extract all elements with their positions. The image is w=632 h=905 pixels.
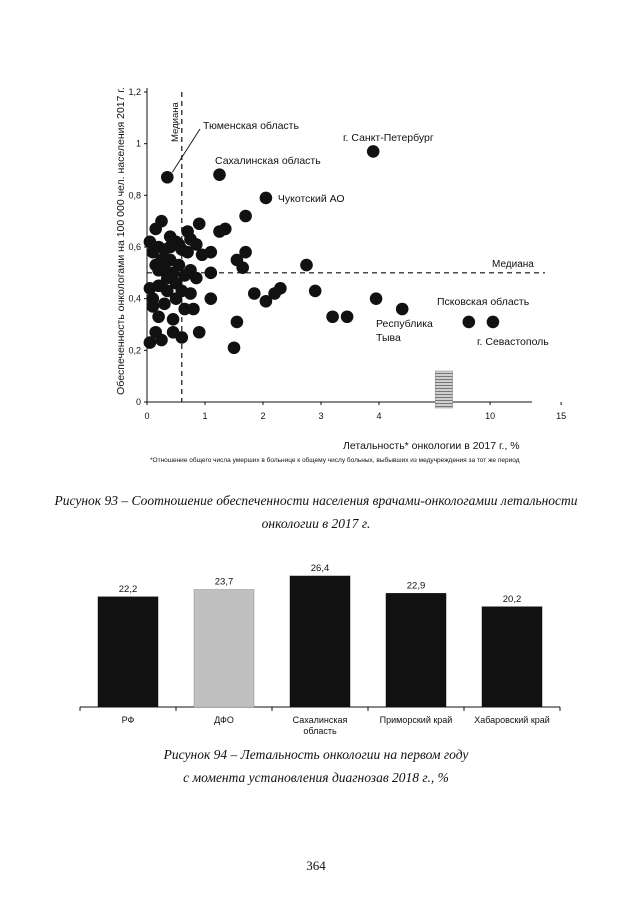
bar-category-label: Сахалинская: [292, 715, 348, 725]
y-tick-label: 0: [135, 397, 141, 407]
y-tick-label: 1,2: [128, 87, 141, 97]
y-tick-label: 0,8: [128, 190, 141, 201]
x-tick-label: 0: [144, 411, 150, 421]
x-tick-label: 2: [260, 411, 266, 421]
bar-value-label: 23,7: [214, 576, 234, 588]
annotation-sevastopol: г. Севастополь: [477, 336, 549, 348]
x-tick-label: 3: [318, 411, 324, 421]
bar-category-label: Приморский край: [379, 715, 453, 725]
median-horizontal-label: Медиана: [492, 258, 534, 270]
bar-category-label: ДФО: [214, 715, 234, 725]
annotation-sakhalin: Сахалинская область: [215, 155, 321, 167]
y-tick-label: 1: [135, 138, 141, 149]
y-tick-label: 0,2: [128, 345, 141, 356]
figure-94-caption-line1: Рисунок 94 – Летальность онкологии на первом году: [163, 747, 469, 762]
bar-value-label: 22,2: [118, 583, 138, 595]
figure-93-caption-line1: Рисунок 93 – Соотношение обеспеченности населения врачами-онкологамии летальности: [54, 493, 578, 508]
median-vertical-label: Медиана: [169, 102, 181, 142]
scatter-y-axis-label: Обеспеченность онкологами на 100 000 чел. населения 2017 г.: [115, 87, 127, 395]
page-number: 364: [306, 858, 326, 873]
bar-value-label: 26,4: [310, 563, 330, 574]
bar-category-label: Хабаровский край: [474, 715, 550, 725]
x-tick-label: 15: [556, 411, 567, 421]
bar-value-label: 20,2: [502, 593, 522, 605]
y-tick-label: 0,6: [128, 242, 141, 252]
annotation-chukotka: Чукотский АО: [277, 192, 345, 205]
x-tick-label: 10: [485, 411, 496, 421]
figure-93-caption-line2: онкологии в 2017 г.: [261, 516, 371, 531]
x-tick-label: 1: [202, 411, 208, 421]
scatter-footnote: *Отношение общего числа умерших в больнице к общему числу больных, выбывших из медучреждения за тот же период: [150, 457, 520, 464]
bar: [98, 597, 158, 707]
bar: [194, 589, 254, 707]
bar-category-label-line2: область: [303, 726, 337, 736]
annotation-tyumen: Тюменская область: [203, 120, 299, 132]
scatter-x-axis-label: Летальность* онкологии в 2017 г., %: [343, 440, 520, 452]
bar: [386, 593, 446, 707]
y-tick-label: 0,4: [128, 293, 141, 304]
bar-value-label: 22,9: [406, 580, 426, 592]
figure-94-caption-line2: с момента установления диагнозав 2018 г., %: [183, 770, 449, 785]
annotation-tyva-line1: Республика: [376, 318, 433, 330]
annotation-spb: г. Санкт-Петербург: [343, 132, 434, 144]
annotation-pskov: Псковская область: [437, 296, 530, 308]
x-tick-label: 4: [376, 411, 382, 421]
bar: [290, 576, 350, 707]
bar: [482, 607, 542, 707]
annotation-tyva-line2: Тыва: [376, 332, 401, 344]
bar-category-label: РФ: [121, 715, 135, 725]
